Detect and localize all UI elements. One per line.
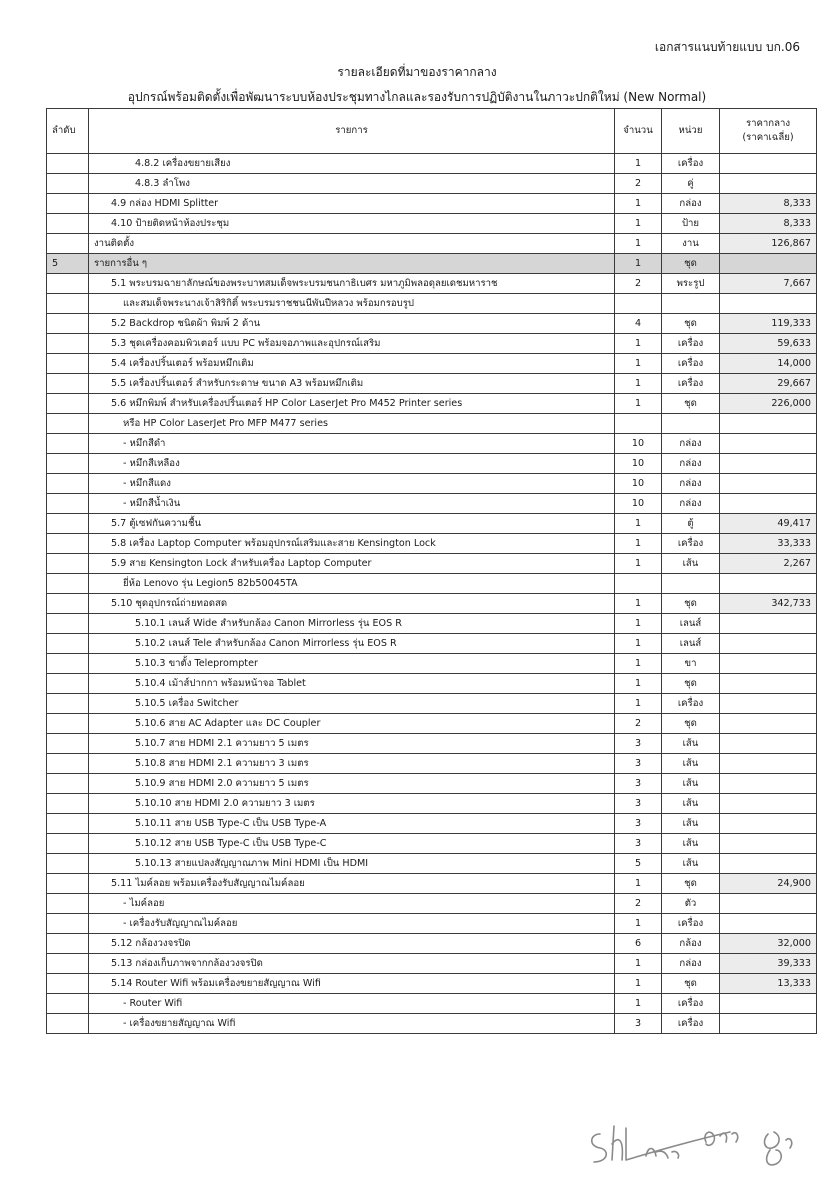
- cell-item: - เครื่องรับสัญญาณไมค์ลอย: [89, 914, 615, 934]
- table-header-row: [47, 109, 817, 154]
- cell-qty: 1: [615, 554, 662, 574]
- cell-unit: ชุด: [662, 714, 720, 734]
- table-row: [47, 694, 817, 714]
- cell-qty: 3: [615, 834, 662, 854]
- cell-price: [720, 254, 817, 274]
- table-body: [47, 154, 817, 1034]
- cell-price: 226,000: [720, 394, 817, 414]
- table-row: [47, 274, 817, 294]
- cell-qty: 10: [615, 494, 662, 514]
- cell-item: 5.10.11 สาย USB Type-C เป็น USB Type-A: [89, 814, 615, 834]
- handwritten-signatures: [586, 1120, 816, 1176]
- column-header-qty: จำนวน: [615, 109, 662, 154]
- table-row: [47, 954, 817, 974]
- cell-item: 5.10.10 สาย HDMI 2.0 ความยาว 3 เมตร: [89, 794, 615, 814]
- cell-qty: 3: [615, 794, 662, 814]
- cell-item: 4.9 กล่อง HDMI Splitter: [89, 194, 615, 214]
- cell-qty: 1: [615, 194, 662, 214]
- cell-item: รายการอื่น ๆ: [89, 254, 615, 274]
- cell-item: 5.14 Router Wifi พร้อมเครื่องขยายสัญญาณ Wifi: [89, 974, 615, 994]
- cell-price: [720, 754, 817, 774]
- cell-item: 5.10.12 สาย USB Type-C เป็น USB Type-C: [89, 834, 615, 854]
- cell-qty: 3: [615, 734, 662, 754]
- cell-qty: 2: [615, 894, 662, 914]
- cell-price: 32,000: [720, 934, 817, 954]
- cell-qty: 1: [615, 254, 662, 274]
- cell-qty: 6: [615, 934, 662, 954]
- cell-item: 5.9 สาย Kensington Lock สำหรับเครื่อง Laptop Computer: [89, 554, 615, 574]
- cell-no: [47, 914, 89, 934]
- table-row: [47, 234, 817, 254]
- table-row: [47, 854, 817, 874]
- cell-unit: [662, 574, 720, 594]
- cell-item: 5.10.5 เครื่อง Switcher: [89, 694, 615, 714]
- cell-qty: 1: [615, 354, 662, 374]
- table-row: [47, 414, 817, 434]
- cell-no: [47, 434, 89, 454]
- cell-item: หรือ HP Color LaserJet Pro MFP M477 series: [89, 414, 615, 434]
- cell-no: [47, 314, 89, 334]
- table-row: [47, 174, 817, 194]
- cell-item: - หมึกสีแดง: [89, 474, 615, 494]
- cell-item: และสมเด็จพระนางเจ้าสิริกิติ์ พระบรมราชชนนีพันปีหลวง พร้อมกรอบรูป: [89, 294, 615, 314]
- cell-price: 342,733: [720, 594, 817, 614]
- cell-unit: [662, 294, 720, 314]
- price-header-line1: ราคากลาง: [745, 118, 791, 129]
- cell-no: [47, 754, 89, 774]
- cell-unit: กล่อง: [662, 954, 720, 974]
- cell-no: [47, 234, 89, 254]
- cell-price: [720, 994, 817, 1014]
- cell-item: 5.5 เครื่องปริ้นเตอร์ สำหรับกระดาษ ขนาด A3 พร้อมหมึกเติม: [89, 374, 615, 394]
- cell-price: [720, 774, 817, 794]
- cell-no: [47, 934, 89, 954]
- cell-no: [47, 294, 89, 314]
- cell-qty: 5: [615, 854, 662, 874]
- cell-item: ยี่ห้อ Lenovo รุ่น Legion5 82b50045TA: [89, 574, 615, 594]
- table-row: [47, 654, 817, 674]
- cell-no: [47, 354, 89, 374]
- cell-price: [720, 1014, 817, 1034]
- cell-no: [47, 814, 89, 834]
- cell-price: [720, 714, 817, 734]
- cell-price: [720, 174, 817, 194]
- cell-item: 5.10.7 สาย HDMI 2.1 ความยาว 5 เมตร: [89, 734, 615, 754]
- cell-unit: เครื่อง: [662, 354, 720, 374]
- cell-unit: ชุด: [662, 674, 720, 694]
- cell-qty: 3: [615, 814, 662, 834]
- cell-price: [720, 734, 817, 754]
- cell-item: - หมึกสีเหลือง: [89, 454, 615, 474]
- table-row: [47, 794, 817, 814]
- cell-item: 4.10 ป้ายติดหน้าห้องประชุม: [89, 214, 615, 234]
- cell-unit: ชุด: [662, 874, 720, 894]
- attachment-reference: เอกสารแนบท้ายแบบ บก.06: [654, 40, 800, 54]
- cell-qty: 1: [615, 374, 662, 394]
- table-row: [47, 354, 817, 374]
- cell-no: [47, 894, 89, 914]
- cell-price: 24,900: [720, 874, 817, 894]
- cell-price: [720, 854, 817, 874]
- cell-no: [47, 974, 89, 994]
- document-subtitle: อุปกรณ์พร้อมติดตั้งเพื่อพัฒนาระบบห้องประชุมทางไกลและรองรับการปฏิบัติงานในภาวะปกติใหม่ (New Normal): [127, 90, 707, 104]
- cell-price: 33,333: [720, 534, 817, 554]
- cell-unit: เครื่อง: [662, 374, 720, 394]
- cell-unit: พระรูป: [662, 274, 720, 294]
- cell-qty: 1: [615, 394, 662, 414]
- cell-unit: กล้อง: [662, 934, 720, 954]
- cell-no: 5: [47, 254, 89, 274]
- table-row: [47, 754, 817, 774]
- cell-no: [47, 374, 89, 394]
- cell-qty: 1: [615, 674, 662, 694]
- cell-price: 29,667: [720, 374, 817, 394]
- cell-item: - เครื่องขยายสัญญาณ Wifi: [89, 1014, 615, 1034]
- cell-item: 5.4 เครื่องปริ้นเตอร์ พร้อมหมึกเติม: [89, 354, 615, 374]
- cell-no: [47, 834, 89, 854]
- cell-item: 5.13 กล่องเก็บภาพจากกล้องวงจรปิด: [89, 954, 615, 974]
- table-row: [47, 314, 817, 334]
- cell-no: [47, 334, 89, 354]
- cell-qty: 1: [615, 654, 662, 674]
- cell-qty: 1: [615, 534, 662, 554]
- table-row: [47, 454, 817, 474]
- table-row: [47, 294, 817, 314]
- cell-no: [47, 494, 89, 514]
- cell-qty: 1: [615, 694, 662, 714]
- cell-unit: เครื่อง: [662, 914, 720, 934]
- table-row: [47, 874, 817, 894]
- cell-price: [720, 414, 817, 434]
- cell-price: 119,333: [720, 314, 817, 334]
- cell-no: [47, 474, 89, 494]
- table-row: [47, 614, 817, 634]
- table-row: [47, 534, 817, 554]
- cell-no: [47, 714, 89, 734]
- cell-unit: ชุด: [662, 254, 720, 274]
- cell-price: [720, 794, 817, 814]
- cell-unit: เครื่อง: [662, 994, 720, 1014]
- cell-price: [720, 154, 817, 174]
- cell-item: 5.10.8 สาย HDMI 2.1 ความยาว 3 เมตร: [89, 754, 615, 774]
- cell-unit: ตัว: [662, 894, 720, 914]
- cell-price: [720, 574, 817, 594]
- cell-qty: 1: [615, 874, 662, 894]
- table-row: [47, 734, 817, 754]
- cell-unit: เครื่อง: [662, 154, 720, 174]
- cell-item: - หมึกสีดำ: [89, 434, 615, 454]
- cell-no: [47, 794, 89, 814]
- cell-qty: 10: [615, 474, 662, 494]
- cell-item: 5.10.3 ขาตั้ง Teleprompter: [89, 654, 615, 674]
- cell-unit: ป้าย: [662, 214, 720, 234]
- cell-price: [720, 654, 817, 674]
- cell-item: 4.8.3 ลำโพง: [89, 174, 615, 194]
- cell-item: 5.10.2 เลนส์ Tele สำหรับกล้อง Canon Mirrorless รุ่น EOS R: [89, 634, 615, 654]
- cell-qty: 2: [615, 274, 662, 294]
- cell-item: - ไมค์ลอย: [89, 894, 615, 914]
- table-row: [47, 634, 817, 654]
- cell-price: 8,333: [720, 214, 817, 234]
- cell-no: [47, 634, 89, 654]
- cell-qty: 1: [615, 974, 662, 994]
- cell-unit: ชุด: [662, 594, 720, 614]
- table-row: [47, 574, 817, 594]
- table-row: [47, 494, 817, 514]
- table-row: [47, 214, 817, 234]
- table-row: [47, 914, 817, 934]
- cell-unit: เส้น: [662, 794, 720, 814]
- cell-price: 7,667: [720, 274, 817, 294]
- table-row: [47, 714, 817, 734]
- table-row: [47, 474, 817, 494]
- cell-unit: เส้น: [662, 834, 720, 854]
- cell-item: 5.8 เครื่อง Laptop Computer พร้อมอุปกรณ์เสริมและสาย Kensington Lock: [89, 534, 615, 554]
- cell-price: [720, 894, 817, 914]
- cell-no: [47, 534, 89, 554]
- cell-unit: กล่อง: [662, 474, 720, 494]
- cell-no: [47, 214, 89, 234]
- cell-qty: 3: [615, 754, 662, 774]
- cell-price: [720, 914, 817, 934]
- cell-no: [47, 454, 89, 474]
- cell-price: [720, 434, 817, 454]
- cell-unit: ตู้: [662, 514, 720, 534]
- cell-no: [47, 1014, 89, 1034]
- cell-unit: ชุด: [662, 974, 720, 994]
- cell-no: [47, 574, 89, 594]
- cell-item: - Router Wifi: [89, 994, 615, 1014]
- cell-unit: ชุด: [662, 394, 720, 414]
- cell-item: 5.12 กล้องวงจรปิด: [89, 934, 615, 954]
- cell-qty: [615, 574, 662, 594]
- cell-qty: 2: [615, 714, 662, 734]
- table-row: [47, 434, 817, 454]
- cell-no: [47, 414, 89, 434]
- table-row: [47, 394, 817, 414]
- cell-no: [47, 854, 89, 874]
- cell-unit: เครื่อง: [662, 534, 720, 554]
- cell-price: 126,867: [720, 234, 817, 254]
- cell-no: [47, 394, 89, 414]
- cell-no: [47, 194, 89, 214]
- table-row: [47, 1014, 817, 1034]
- cell-no: [47, 614, 89, 634]
- cell-item: 5.10.4 เม้าส์ปากกา พร้อมหน้าจอ Tablet: [89, 674, 615, 694]
- cell-unit: เลนส์: [662, 614, 720, 634]
- cell-item: 5.10.13 สายแปลงสัญญาณภาพ Mini HDMI เป็น HDMI: [89, 854, 615, 874]
- cell-unit: เลนส์: [662, 634, 720, 654]
- cell-price: [720, 634, 817, 654]
- cell-price: 8,333: [720, 194, 817, 214]
- cell-unit: เส้น: [662, 854, 720, 874]
- table-row: [47, 374, 817, 394]
- cell-price: [720, 834, 817, 854]
- column-header-item: รายการ: [89, 109, 615, 154]
- cell-unit: [662, 414, 720, 434]
- price-table: [46, 108, 817, 1034]
- cell-price: [720, 474, 817, 494]
- cell-price: [720, 294, 817, 314]
- cell-no: [47, 274, 89, 294]
- cell-unit: กล่อง: [662, 454, 720, 474]
- cell-no: [47, 874, 89, 894]
- cell-qty: 1: [615, 514, 662, 534]
- cell-price: [720, 494, 817, 514]
- cell-item: 5.6 หมึกพิมพ์ สำหรับเครื่องปริ้นเตอร์ HP Color LaserJet Pro M452 Printer series: [89, 394, 615, 414]
- cell-unit: กล่อง: [662, 494, 720, 514]
- cell-no: [47, 954, 89, 974]
- cell-unit: กล่อง: [662, 194, 720, 214]
- cell-qty: 3: [615, 1014, 662, 1034]
- cell-no: [47, 694, 89, 714]
- table-row: [47, 674, 817, 694]
- table-row: [47, 974, 817, 994]
- cell-no: [47, 554, 89, 574]
- cell-no: [47, 674, 89, 694]
- cell-price: 2,267: [720, 554, 817, 574]
- cell-no: [47, 774, 89, 794]
- table-row: [47, 334, 817, 354]
- table-row: [47, 554, 817, 574]
- column-header-no: ลำดับ: [47, 109, 89, 154]
- cell-qty: 2: [615, 174, 662, 194]
- table-row: [47, 934, 817, 954]
- cell-qty: 1: [615, 154, 662, 174]
- cell-item: 5.10.6 สาย AC Adapter และ DC Coupler: [89, 714, 615, 734]
- cell-unit: ขา: [662, 654, 720, 674]
- cell-unit: เส้น: [662, 814, 720, 834]
- cell-price: 59,633: [720, 334, 817, 354]
- table-row: [47, 594, 817, 614]
- cell-no: [47, 994, 89, 1014]
- column-header-price: [720, 109, 817, 154]
- table-row: [47, 774, 817, 794]
- cell-price: 49,417: [720, 514, 817, 534]
- document-title: รายละเอียดที่มาของราคากลาง: [337, 65, 497, 79]
- cell-unit: เส้น: [662, 554, 720, 574]
- cell-price: 13,333: [720, 974, 817, 994]
- cell-item: 4.8.2 เครื่องขยายเสียง: [89, 154, 615, 174]
- cell-unit: กล่อง: [662, 434, 720, 454]
- cell-qty: 1: [615, 214, 662, 234]
- table-row: [47, 154, 817, 174]
- table-row: [47, 994, 817, 1014]
- table-row: [47, 894, 817, 914]
- cell-price: [720, 454, 817, 474]
- cell-item: 5.2 Backdrop ชนิดผ้า พิมพ์ 2 ด้าน: [89, 314, 615, 334]
- cell-unit: เครื่อง: [662, 334, 720, 354]
- cell-qty: 1: [615, 634, 662, 654]
- section-row: [47, 254, 817, 274]
- cell-item: งานติดตั้ง: [89, 234, 615, 254]
- cell-no: [47, 594, 89, 614]
- cell-unit: เส้น: [662, 774, 720, 794]
- cell-unit: คู่: [662, 174, 720, 194]
- cell-price: [720, 614, 817, 634]
- table-row: [47, 834, 817, 854]
- cell-item: 5.10.1 เลนส์ Wide สำหรับกล้อง Canon Mirrorless รุ่น EOS R: [89, 614, 615, 634]
- cell-qty: 1: [615, 234, 662, 254]
- cell-qty: [615, 414, 662, 434]
- cell-qty: 1: [615, 614, 662, 634]
- cell-item: 5.7 ตู้เซฟกันความชื้น: [89, 514, 615, 534]
- cell-qty: 4: [615, 314, 662, 334]
- cell-price: [720, 814, 817, 834]
- cell-no: [47, 514, 89, 534]
- cell-qty: 10: [615, 454, 662, 474]
- cell-no: [47, 734, 89, 754]
- cell-item: 5.11 ไมค์ลอย พร้อมเครื่องรับสัญญาณไมค์ลอย: [89, 874, 615, 894]
- cell-qty: 10: [615, 434, 662, 454]
- column-header-unit: หน่วย: [662, 109, 720, 154]
- cell-no: [47, 654, 89, 674]
- cell-price: 14,000: [720, 354, 817, 374]
- cell-qty: 1: [615, 594, 662, 614]
- cell-price: [720, 694, 817, 714]
- cell-item: 5.10 ชุดอุปกรณ์ถ่ายทอดสด: [89, 594, 615, 614]
- table-row: [47, 814, 817, 834]
- cell-qty: 1: [615, 914, 662, 934]
- cell-qty: 1: [615, 334, 662, 354]
- cell-qty: [615, 294, 662, 314]
- cell-unit: เครื่อง: [662, 1014, 720, 1034]
- cell-no: [47, 154, 89, 174]
- table-row: [47, 194, 817, 214]
- cell-unit: งาน: [662, 234, 720, 254]
- cell-unit: เครื่อง: [662, 694, 720, 714]
- cell-price: [720, 674, 817, 694]
- cell-price: 39,333: [720, 954, 817, 974]
- cell-item: 5.10.9 สาย HDMI 2.0 ความยาว 5 เมตร: [89, 774, 615, 794]
- cell-item: 5.3 ชุดเครื่องคอมพิวเตอร์ แบบ PC พร้อมจอภาพและอุปกรณ์เสริม: [89, 334, 615, 354]
- cell-unit: เส้น: [662, 754, 720, 774]
- price-header-line2: (ราคาเฉลี่ย): [742, 132, 794, 143]
- table-row: [47, 514, 817, 534]
- cell-qty: 3: [615, 774, 662, 794]
- cell-qty: 1: [615, 954, 662, 974]
- cell-qty: 1: [615, 994, 662, 1014]
- cell-unit: ชุด: [662, 314, 720, 334]
- cell-no: [47, 174, 89, 194]
- cell-item: - หมึกสีน้ำเงิน: [89, 494, 615, 514]
- cell-unit: เส้น: [662, 734, 720, 754]
- cell-item: 5.1 พระบรมฉายาลักษณ์ของพระบาทสมเด็จพระบรมชนกาธิเบศร มหาภูมิพลอดุลยเดชมหาราช: [89, 274, 615, 294]
